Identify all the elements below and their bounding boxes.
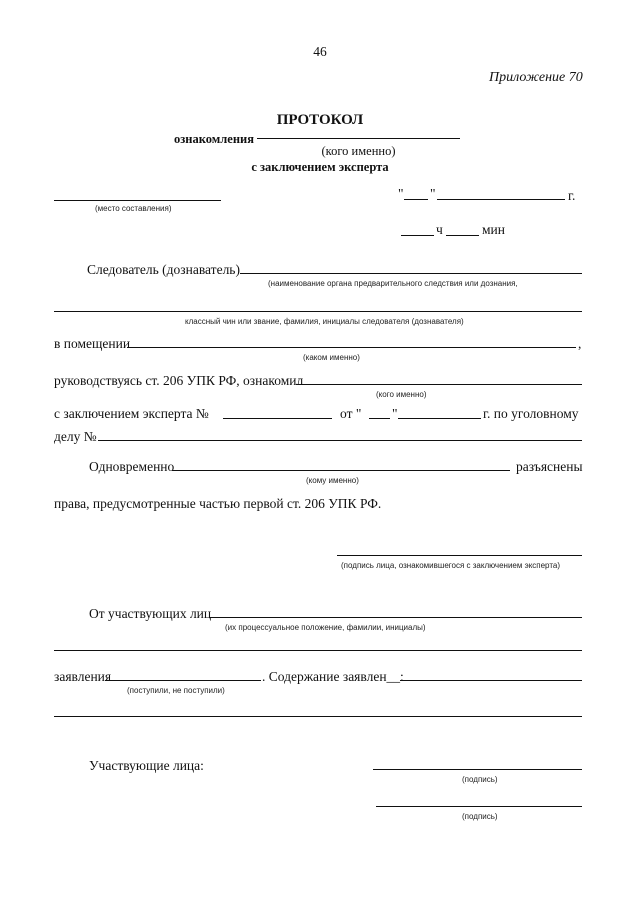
person-signature-line[interactable] [337, 555, 582, 556]
minutes-line[interactable] [446, 235, 479, 236]
participant-signature-line-1[interactable] [373, 769, 582, 770]
acquainted-hint: (кого именно) [376, 390, 427, 399]
statements-status-line[interactable] [105, 680, 261, 681]
whom-line[interactable] [257, 138, 460, 139]
investigator-rank-hint: классный чин или звание, фамилия, инициалы следователя (дознавателя) [185, 317, 464, 326]
page-number: 46 [313, 44, 327, 59]
rights-text: права, предусмотренные частью первой ст. 206 УПК РФ. [54, 496, 382, 511]
day-quote-close: " [430, 186, 436, 201]
conclusion-month-line[interactable] [398, 418, 481, 419]
simultaneously-line[interactable] [172, 470, 510, 471]
case-label: делу № [54, 429, 97, 444]
participant-signature-hint-2: (подпись) [462, 812, 498, 821]
subtitle-expert: с заключением эксперта [251, 160, 389, 174]
subtitle-acquaintance: ознакомления [174, 132, 255, 146]
participants-line[interactable] [210, 617, 582, 618]
hours-line[interactable] [401, 235, 434, 236]
whom-hint: (кого именно) [321, 144, 396, 158]
statements-content-label: . Содержание заявлен__: [262, 669, 404, 684]
place-line[interactable] [54, 200, 221, 201]
investigator-org-line[interactable] [240, 273, 582, 274]
conclusion-label: с заключением эксперта № [54, 406, 209, 421]
document-title: ПРОТОКОЛ [276, 112, 364, 128]
case-number-line[interactable] [98, 440, 582, 441]
statements-label: заявления [54, 669, 112, 684]
statements-line-2[interactable] [54, 716, 582, 717]
investigator-org-hint: (наименование органа предварительного следствия или дознания, [268, 279, 518, 288]
participants-sign-label: Участвующие лица: [89, 758, 204, 773]
acquainted-line[interactable] [296, 384, 582, 385]
person-signature-hint: (подпись лица, ознакомившегося с заключением эксперта) [341, 561, 561, 570]
conclusion-day-line[interactable] [369, 418, 390, 419]
place-hint: (место составления) [95, 204, 172, 213]
hours-label: ч [436, 222, 443, 237]
simultaneously-label: Одновременно [89, 459, 175, 474]
premises-comma: , [578, 336, 582, 351]
statements-hint: (поступили, не поступили) [127, 686, 225, 695]
participant-signature-line-2[interactable] [376, 806, 582, 807]
acquainted-label: руководствуясь ст. 206 УПК РФ, ознакомил [54, 373, 304, 388]
investigator-name-line[interactable] [54, 311, 582, 312]
participants-hint: (их процессуальное положение, фамилии, инициалы) [225, 623, 426, 632]
statements-content-line[interactable] [400, 680, 582, 681]
conclusion-quote: " [392, 406, 398, 421]
year-suffix: г. [568, 188, 576, 203]
simultaneously-hint: (кому именно) [306, 476, 359, 485]
case-text: г. по уголовному [483, 406, 579, 421]
premises-hint: (каком именно) [303, 353, 360, 362]
investigator-label: Следователь (дознаватель) [87, 262, 240, 277]
premises-label: в помещении [54, 336, 131, 351]
appendix-label: Приложение 70 [489, 70, 583, 85]
premises-line[interactable] [127, 347, 576, 348]
month-year-line[interactable] [437, 199, 565, 200]
participants-line-2[interactable] [54, 650, 582, 651]
participant-signature-hint-1: (подпись) [462, 775, 498, 784]
day-line[interactable] [404, 199, 428, 200]
day-quote-open: " [398, 186, 404, 201]
participants-label: От участвующих лиц [89, 606, 212, 621]
simultaneously-tail: разъяснены [516, 459, 583, 474]
minutes-label: мин [482, 222, 505, 237]
conclusion-number-line[interactable] [223, 418, 332, 419]
conclusion-from: от " [340, 406, 362, 421]
